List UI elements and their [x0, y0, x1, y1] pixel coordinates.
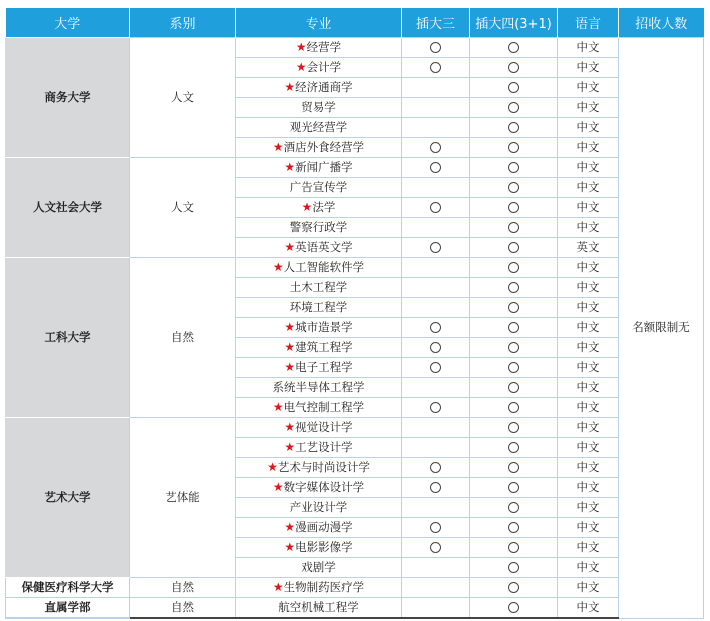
- major-name: 经济通商学: [295, 80, 353, 94]
- transfer-year3-cell: [402, 598, 470, 619]
- transfer-year3-cell: [402, 258, 470, 278]
- language-cell: 中文: [558, 598, 619, 619]
- header-major: 专业: [236, 8, 402, 38]
- available-circle-icon: [508, 542, 519, 553]
- major-cell: [236, 378, 402, 398]
- university-cell: 商务大学: [6, 38, 130, 158]
- featured-star-icon: ★: [272, 140, 284, 154]
- major-cell: [236, 438, 402, 458]
- major-cell: [236, 218, 402, 238]
- major-name: 视觉设计学: [295, 420, 353, 434]
- available-circle-icon: [508, 562, 519, 573]
- major-name: 电影影像学: [295, 540, 353, 554]
- available-circle-icon: [508, 402, 519, 413]
- major-cell: [236, 138, 402, 158]
- available-circle-icon: [430, 42, 441, 53]
- program-table: [5, 8, 704, 619]
- transfer-year3-cell: [402, 138, 470, 158]
- language-cell: 中文: [558, 318, 619, 338]
- available-circle-icon: [430, 542, 441, 553]
- language-cell: 中文: [558, 78, 619, 98]
- transfer-year4-cell: [470, 598, 558, 619]
- transfer-year4-cell: [470, 538, 558, 558]
- table-row: [6, 258, 704, 278]
- available-circle-icon: [430, 322, 441, 333]
- major-name: 观光经营学: [289, 120, 348, 134]
- transfer-year4-cell: [470, 378, 558, 398]
- available-circle-icon: [508, 602, 519, 613]
- major-cell: [236, 358, 402, 378]
- major-name: 酒店外食经营学: [283, 140, 365, 154]
- transfer-year3-cell: [402, 418, 470, 438]
- available-circle-icon: [508, 122, 519, 133]
- major-cell: [236, 278, 402, 298]
- featured-star-icon: ★: [272, 400, 284, 414]
- available-circle-icon: [508, 302, 519, 313]
- transfer-year4-cell: [470, 138, 558, 158]
- available-circle-icon: [430, 362, 441, 373]
- available-circle-icon: [508, 62, 519, 73]
- available-circle-icon: [508, 262, 519, 273]
- major-cell: [236, 238, 402, 258]
- available-circle-icon: [508, 342, 519, 353]
- available-circle-icon: [508, 42, 519, 53]
- major-name: 城市造景学: [295, 320, 353, 334]
- language-cell: 中文: [558, 218, 619, 238]
- major-cell: [236, 38, 402, 58]
- transfer-year3-cell: [402, 118, 470, 138]
- table-row: [6, 158, 704, 178]
- language-cell: 中文: [558, 98, 619, 118]
- available-circle-icon: [508, 142, 519, 153]
- featured-star-icon: ★: [284, 240, 296, 254]
- language-cell: 中文: [558, 498, 619, 518]
- available-circle-icon: [430, 462, 441, 473]
- available-circle-icon: [430, 402, 441, 413]
- transfer-year3-cell: [402, 518, 470, 538]
- transfer-year4-cell: [470, 398, 558, 418]
- transfer-year4-cell: [470, 78, 558, 98]
- available-circle-icon: [508, 322, 519, 333]
- available-circle-icon: [430, 142, 441, 153]
- major-cell: [236, 578, 402, 598]
- language-cell: 中文: [558, 478, 619, 498]
- major-name: 航空机械工程学: [278, 600, 359, 614]
- transfer-year4-cell: [470, 338, 558, 358]
- major-name: 数字媒体设计学: [283, 480, 365, 494]
- major-name: 法学: [312, 200, 336, 214]
- transfer-year3-cell: [402, 278, 470, 298]
- university-cell: 人文社会大学: [6, 158, 130, 258]
- major-name: 产业设计学: [289, 500, 348, 514]
- available-circle-icon: [508, 422, 519, 433]
- language-cell: 中文: [558, 358, 619, 378]
- transfer-year3-cell: [402, 558, 470, 578]
- transfer-year4-cell: [470, 478, 558, 498]
- transfer-year3-cell: [402, 238, 470, 258]
- transfer-year4-cell: [470, 58, 558, 78]
- featured-star-icon: ★: [272, 260, 284, 274]
- language-cell: 英文: [558, 238, 619, 258]
- major-cell: [236, 98, 402, 118]
- available-circle-icon: [508, 82, 519, 93]
- available-circle-icon: [508, 362, 519, 373]
- language-cell: 中文: [558, 438, 619, 458]
- department-cell: 自然: [130, 598, 236, 619]
- transfer-year3-cell: [402, 198, 470, 218]
- transfer-year4-cell: [470, 158, 558, 178]
- language-cell: 中文: [558, 398, 619, 418]
- transfer-year3-cell: [402, 98, 470, 118]
- major-cell: [236, 538, 402, 558]
- major-cell: [236, 58, 402, 78]
- featured-star-icon: ★: [284, 520, 296, 534]
- major-name: 人工智能软件学: [283, 260, 365, 274]
- featured-star-icon: ★: [284, 160, 296, 174]
- transfer-year3-cell: [402, 158, 470, 178]
- major-name: 艺术与时尚设计学: [277, 460, 370, 474]
- major-name: 系统半导体工程学: [272, 380, 365, 394]
- major-name: 生物制药医疗学: [283, 580, 365, 594]
- available-circle-icon: [508, 242, 519, 253]
- featured-star-icon: ★: [284, 320, 296, 334]
- transfer-year3-cell: [402, 538, 470, 558]
- major-name: 工艺设计学: [295, 440, 353, 454]
- available-circle-icon: [508, 582, 519, 593]
- transfer-year3-cell: [402, 478, 470, 498]
- department-cell: 自然: [130, 578, 236, 598]
- featured-star-icon: ★: [301, 200, 313, 214]
- major-cell: [236, 178, 402, 198]
- transfer-year4-cell: [470, 498, 558, 518]
- transfer-year4-cell: [470, 438, 558, 458]
- language-cell: 中文: [558, 518, 619, 538]
- transfer-year3-cell: [402, 218, 470, 238]
- major-name: 电子工程学: [295, 360, 353, 374]
- major-name: 经营学: [306, 40, 342, 54]
- available-circle-icon: [508, 282, 519, 293]
- transfer-year4-cell: [470, 518, 558, 538]
- featured-star-icon: ★: [295, 60, 307, 74]
- available-circle-icon: [508, 162, 519, 173]
- major-cell: [236, 78, 402, 98]
- university-cell: 艺术大学: [6, 418, 130, 578]
- department-cell: 人文: [130, 38, 236, 158]
- language-cell: 中文: [558, 558, 619, 578]
- university-cell: 直属学部: [6, 598, 130, 619]
- major-cell: [236, 338, 402, 358]
- department-cell: 人文: [130, 158, 236, 258]
- available-circle-icon: [430, 522, 441, 533]
- major-cell: [236, 498, 402, 518]
- table-body: [6, 38, 704, 619]
- department-cell: 艺体能: [130, 418, 236, 578]
- header-row: [6, 8, 704, 38]
- transfer-year3-cell: [402, 338, 470, 358]
- major-name: 漫画动漫学: [295, 520, 353, 534]
- major-cell: [236, 318, 402, 338]
- transfer-year4-cell: [470, 358, 558, 378]
- major-name: 环境工程学: [289, 300, 348, 314]
- major-cell: [236, 198, 402, 218]
- available-circle-icon: [508, 482, 519, 493]
- transfer-year4-cell: [470, 558, 558, 578]
- university-cell: 工科大学: [6, 258, 130, 418]
- transfer-year4-cell: [470, 38, 558, 58]
- featured-star-icon: ★: [284, 420, 296, 434]
- table-row: [6, 578, 704, 598]
- major-name: 土木工程学: [289, 280, 348, 294]
- transfer-year4-cell: [470, 98, 558, 118]
- transfer-year4-cell: [470, 218, 558, 238]
- language-cell: 中文: [558, 58, 619, 78]
- featured-star-icon: ★: [284, 360, 296, 374]
- major-name: 贸易学: [301, 100, 336, 114]
- available-circle-icon: [430, 202, 441, 213]
- major-name: 英语英文学: [295, 240, 353, 254]
- language-cell: 中文: [558, 538, 619, 558]
- header-enrollment: 招收人数: [619, 8, 704, 38]
- transfer-year4-cell: [470, 178, 558, 198]
- language-cell: 中文: [558, 138, 619, 158]
- major-cell: [236, 558, 402, 578]
- transfer-year4-cell: [470, 238, 558, 258]
- language-cell: 中文: [558, 198, 619, 218]
- transfer-year4-cell: [470, 118, 558, 138]
- transfer-year3-cell: [402, 358, 470, 378]
- transfer-year3-cell: [402, 378, 470, 398]
- transfer-year3-cell: [402, 78, 470, 98]
- header-transfer-year4: 插大四(3+1): [470, 8, 558, 38]
- header-university: 大学: [6, 8, 130, 38]
- featured-star-icon: ★: [284, 540, 296, 554]
- transfer-year4-cell: [470, 198, 558, 218]
- transfer-year4-cell: [470, 578, 558, 598]
- language-cell: 中文: [558, 38, 619, 58]
- available-circle-icon: [508, 222, 519, 233]
- major-name: 警察行政学: [289, 220, 348, 234]
- table-row: [6, 598, 704, 619]
- table-row: [6, 38, 704, 58]
- language-cell: 中文: [558, 118, 619, 138]
- featured-star-icon: ★: [267, 460, 278, 474]
- featured-star-icon: ★: [284, 340, 296, 354]
- language-cell: 中文: [558, 258, 619, 278]
- transfer-year4-cell: [470, 318, 558, 338]
- transfer-year3-cell: [402, 398, 470, 418]
- major-cell: [236, 598, 402, 619]
- major-name: 会计学: [306, 60, 342, 74]
- transfer-year3-cell: [402, 58, 470, 78]
- major-cell: [236, 298, 402, 318]
- language-cell: 中文: [558, 458, 619, 478]
- major-cell: [236, 118, 402, 138]
- major-cell: [236, 458, 402, 478]
- featured-star-icon: ★: [272, 480, 284, 494]
- major-name: 新闻广播学: [295, 160, 353, 174]
- language-cell: 中文: [558, 178, 619, 198]
- available-circle-icon: [430, 62, 441, 73]
- language-cell: 中文: [558, 298, 619, 318]
- major-cell: [236, 418, 402, 438]
- featured-star-icon: ★: [284, 440, 296, 454]
- transfer-year3-cell: [402, 458, 470, 478]
- university-cell: 保健医疗科学大学: [6, 578, 130, 598]
- transfer-year4-cell: [470, 258, 558, 278]
- language-cell: 中文: [558, 418, 619, 438]
- available-circle-icon: [508, 442, 519, 453]
- major-name: 广告宣传学: [289, 180, 348, 194]
- language-cell: 中文: [558, 378, 619, 398]
- header-language: 语言: [558, 8, 619, 38]
- transfer-year3-cell: [402, 318, 470, 338]
- available-circle-icon: [430, 482, 441, 493]
- transfer-year3-cell: [402, 178, 470, 198]
- transfer-year4-cell: [470, 298, 558, 318]
- transfer-year4-cell: [470, 458, 558, 478]
- major-name: 戏剧学: [301, 560, 336, 574]
- department-cell: 自然: [130, 258, 236, 418]
- available-circle-icon: [430, 162, 441, 173]
- available-circle-icon: [508, 202, 519, 213]
- header-transfer-year3: 插大三: [402, 8, 470, 38]
- featured-star-icon: ★: [284, 80, 296, 94]
- available-circle-icon: [508, 182, 519, 193]
- available-circle-icon: [508, 522, 519, 533]
- available-circle-icon: [430, 342, 441, 353]
- featured-star-icon: ★: [272, 580, 284, 594]
- transfer-year3-cell: [402, 578, 470, 598]
- transfer-year3-cell: [402, 298, 470, 318]
- transfer-year3-cell: [402, 438, 470, 458]
- enrollment-cell: 名额限制无: [619, 38, 704, 619]
- major-name: 电气控制工程学: [283, 400, 365, 414]
- major-cell: [236, 258, 402, 278]
- major-cell: [236, 398, 402, 418]
- transfer-year3-cell: [402, 38, 470, 58]
- major-name: 建筑工程学: [295, 340, 353, 354]
- available-circle-icon: [508, 462, 519, 473]
- major-cell: [236, 518, 402, 538]
- available-circle-icon: [430, 242, 441, 253]
- header-department: 系别: [130, 8, 236, 38]
- language-cell: 中文: [558, 578, 619, 598]
- available-circle-icon: [508, 102, 519, 113]
- major-cell: [236, 478, 402, 498]
- language-cell: 中文: [558, 278, 619, 298]
- table-row: [6, 418, 704, 438]
- available-circle-icon: [508, 382, 519, 393]
- transfer-year4-cell: [470, 278, 558, 298]
- available-circle-icon: [508, 502, 519, 513]
- transfer-year4-cell: [470, 418, 558, 438]
- language-cell: 中文: [558, 158, 619, 178]
- language-cell: 中文: [558, 338, 619, 358]
- featured-star-icon: ★: [295, 40, 307, 54]
- transfer-year3-cell: [402, 498, 470, 518]
- major-cell: [236, 158, 402, 178]
